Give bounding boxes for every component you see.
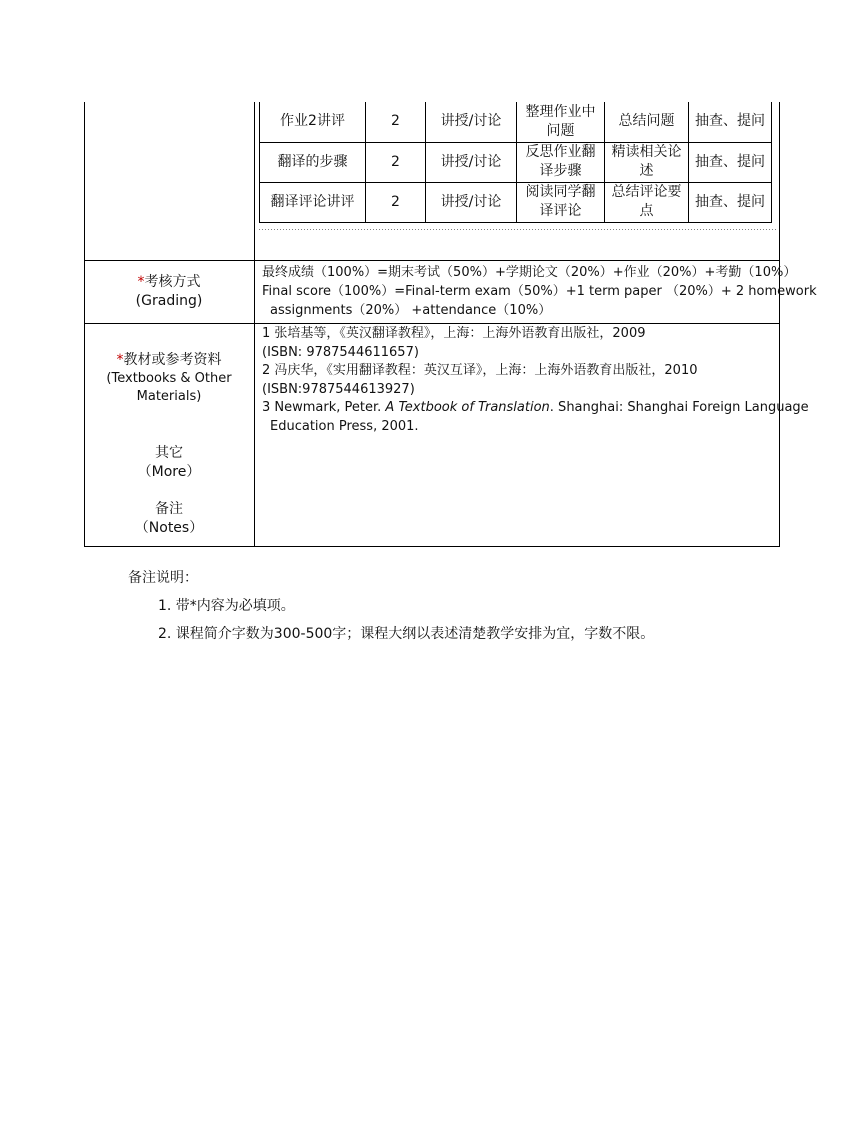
method-cell: 讲授/讨论 [426,182,517,222]
grading-content [262,263,817,320]
grading-label [84,273,254,311]
notes-label [84,500,254,538]
schedule-bottom-rule [259,229,777,230]
reference-3-cont: Education Press, 2001. [270,418,419,434]
check-cell: 抽查、提问 [689,182,772,222]
notes-label-cn: 备注 [155,501,183,517]
more-label [84,444,254,482]
outcome-cell: 精读相关论述 [605,142,689,182]
footnote-item: 1. 带*内容为必填项。 [158,598,295,614]
table-row [260,102,772,142]
row-divider-materials [84,323,780,324]
reference-3-title: A Textbook of Translation [385,400,550,415]
materials-content [262,325,809,436]
footnotes-heading: 备注说明： [128,570,198,586]
task-cell: 反思作业翻译步骤 [517,142,605,182]
materials-label-en-cont: Materials) [136,389,202,404]
footnote-item: 2. 课程简介字数为300-500字；课程大纲以表述清楚教学安排为宜，字数不限。 [158,626,655,642]
footnotes [128,568,654,644]
topic-cell: 翻译评论讲评 [260,182,366,222]
hours-cell: 2 [366,102,426,142]
table-row [260,182,772,222]
reference-3: 3 Newmark, Peter. A Textbook of Translation. Shanghai: Shanghai Foreign Language [262,400,809,415]
materials-label [84,351,254,406]
method-cell: 讲授/讨论 [426,102,517,142]
reference-2: 2 冯庆华，《实用翻译教程：英汉互译》，上海：上海外语教育出版社，2010 [262,363,698,378]
method-cell: 讲授/讨论 [426,142,517,182]
grading-label-en: (Grading) [135,293,203,309]
required-star: * [137,274,145,290]
schedule-table [259,102,772,223]
materials-label-cn: 教材或参考资料 [123,352,222,368]
outcome-cell: 总结问题 [605,102,689,142]
row-divider-grading [84,260,780,261]
hours-cell: 2 [366,142,426,182]
check-cell: 抽查、提问 [689,102,772,142]
notes-label-en: （Notes） [134,520,204,536]
grading-line-en-cont: assignments（20%） +attendance（10%） [270,303,552,318]
grading-label-cn: 考核方式 [144,274,201,290]
reference-2-isbn: (ISBN:9787544613927) [262,381,415,397]
table-row [260,142,772,182]
hours-cell: 2 [366,182,426,222]
topic-cell: 作业2讲评 [260,102,366,142]
topic-cell: 翻译的步骤 [260,142,366,182]
reference-1: 1 张培基等，《英汉翻译教程》，上海：上海外语教育出版社，2009 [262,326,646,341]
task-cell: 阅读同学翻译评论 [517,182,605,222]
check-cell: 抽查、提问 [689,142,772,182]
grading-line-cn: 最终成绩（100%）=期末考试（50%）+学期论文（20%）+作业（20%）+考勤（10%） [262,265,797,280]
materials-label-en: (Textbooks & Other [106,371,232,386]
more-label-cn: 其它 [155,445,183,461]
grading-line-en: Final score（100%）=Final-term exam（50%）+1 term paper （20%）+ 2 homework [262,284,817,299]
required-star: * [116,352,124,368]
task-cell: 整理作业中问题 [517,102,605,142]
outcome-cell: 总结评论要点 [605,182,689,222]
column-divider [254,102,255,547]
reference-1-isbn: (ISBN: 9787544611657) [262,344,419,360]
more-label-en: （More） [137,464,201,480]
